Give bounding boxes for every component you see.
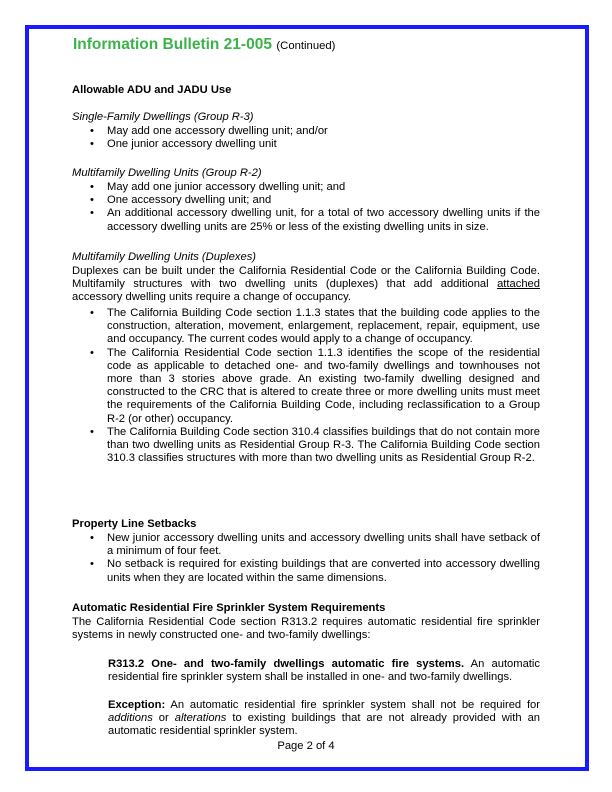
duplexes-paragraph (72, 265, 540, 305)
duplexes-text-before: Duplexes can be built under the California Residential Code or the California Building Code. Multifamily structures with two dwelling units (duplexes) that add additional (72, 265, 540, 291)
list-item: • One accessory dwelling unit; and (72, 194, 540, 207)
list-item: • New junior accessory dwelling units and accessory dwelling units shall have setback of a minimum of four feet. (72, 532, 540, 558)
code-r313-2-block (108, 658, 540, 684)
list-item: • The California Residential Code section 1.1.3 identifies the scope of the residential code as applicable to detached one- and two-family dwellings and townhouses not more than 3 stories above grade. An existing two-family dwelling designed and constructed to the CRC that is altered to create three or more dwelling units must meet the requirements of the California Building Code, including reclassification to a Group R-2 (or other) occupancy. (72, 347, 540, 426)
list-item: • An additional accessory dwelling unit, for a total of two accessory dwelling units if the accessory dwelling units are 25% or less of the existing dwelling units in size. (72, 207, 540, 233)
subheading-single-family: Single-Family Dwellings (Group R-3) (72, 111, 254, 123)
exception-text-end: to existing buildings that are not already provided with an automatic residential sprinkler system. (108, 712, 541, 738)
list-item: • No setback is required for existing buildings that are converted into accessory dwelling units when they are located within the same dimensions. (72, 558, 540, 584)
multifamily-r2-list (72, 181, 540, 234)
exception-or: or (158, 712, 169, 725)
duplexes-underlined-word: attached (497, 278, 540, 291)
single-family-list (72, 125, 540, 151)
code-r313-2-title: R313.2 One- and two-family dwellings automatic fire systems. (108, 658, 465, 670)
list-item: • The California Building Code section 310.4 classifies buildings that do not contain more than two dwelling units as Residential Group R-3. The California Building Code section 310.3 classifies structures with more than two dwelling units as Residential Group R-2. (72, 426, 540, 466)
section-heading-adu-use: Allowable ADU and JADU Use (72, 84, 232, 96)
list-item: • May add one accessory dwelling unit; and/or (72, 125, 540, 138)
bulletin-header (73, 36, 335, 54)
subheading-multifamily-r2: Multifamily Dwelling Units (Group R-2) (72, 167, 262, 179)
list-item: • May add one junior accessory dwelling unit; and (72, 181, 540, 194)
sprinklers-intro: The California Residential Code section R313.2 requires automatic residential fire sprinkler systems in newly constructed one- and two-family dwellings: (72, 616, 540, 642)
page-number: Page 2 of 4 (277, 740, 335, 752)
section-heading-setbacks: Property Line Setbacks (72, 518, 197, 530)
exception-label: Exception: (108, 699, 166, 711)
exception-block (108, 699, 540, 739)
section-heading-sprinklers: Automatic Residential Fire Sprinkler System Requirements (72, 602, 386, 614)
duplexes-text-after: accessory dwelling units require a change of occupancy. (72, 291, 352, 304)
bulletin-title: Information Bulletin 21-005 (73, 36, 272, 53)
list-item: • The California Building Code section 1.1.3 states that the building code applies to the construction, alteration, movement, enlargement, replacement, repair, equipment, use and occupancy. The current codes would apply to a change of occupancy. (72, 307, 540, 347)
setbacks-list (72, 532, 540, 585)
list-item: • One junior accessory dwelling unit (72, 138, 540, 151)
exception-alterations: alterations (174, 712, 227, 725)
code-r313-2-text: An automatic residential fire sprinkler system shall be installed in one- and two-family dwellings. (108, 658, 540, 684)
exception-text: An automatic residential fire sprinkler system shall not be required for (170, 699, 540, 711)
exception-additions: additions (108, 712, 153, 725)
subheading-duplexes: Multifamily Dwelling Units (Duplexes) (72, 251, 257, 263)
duplexes-list (72, 307, 540, 465)
continued-label: (Continued) (276, 40, 336, 52)
